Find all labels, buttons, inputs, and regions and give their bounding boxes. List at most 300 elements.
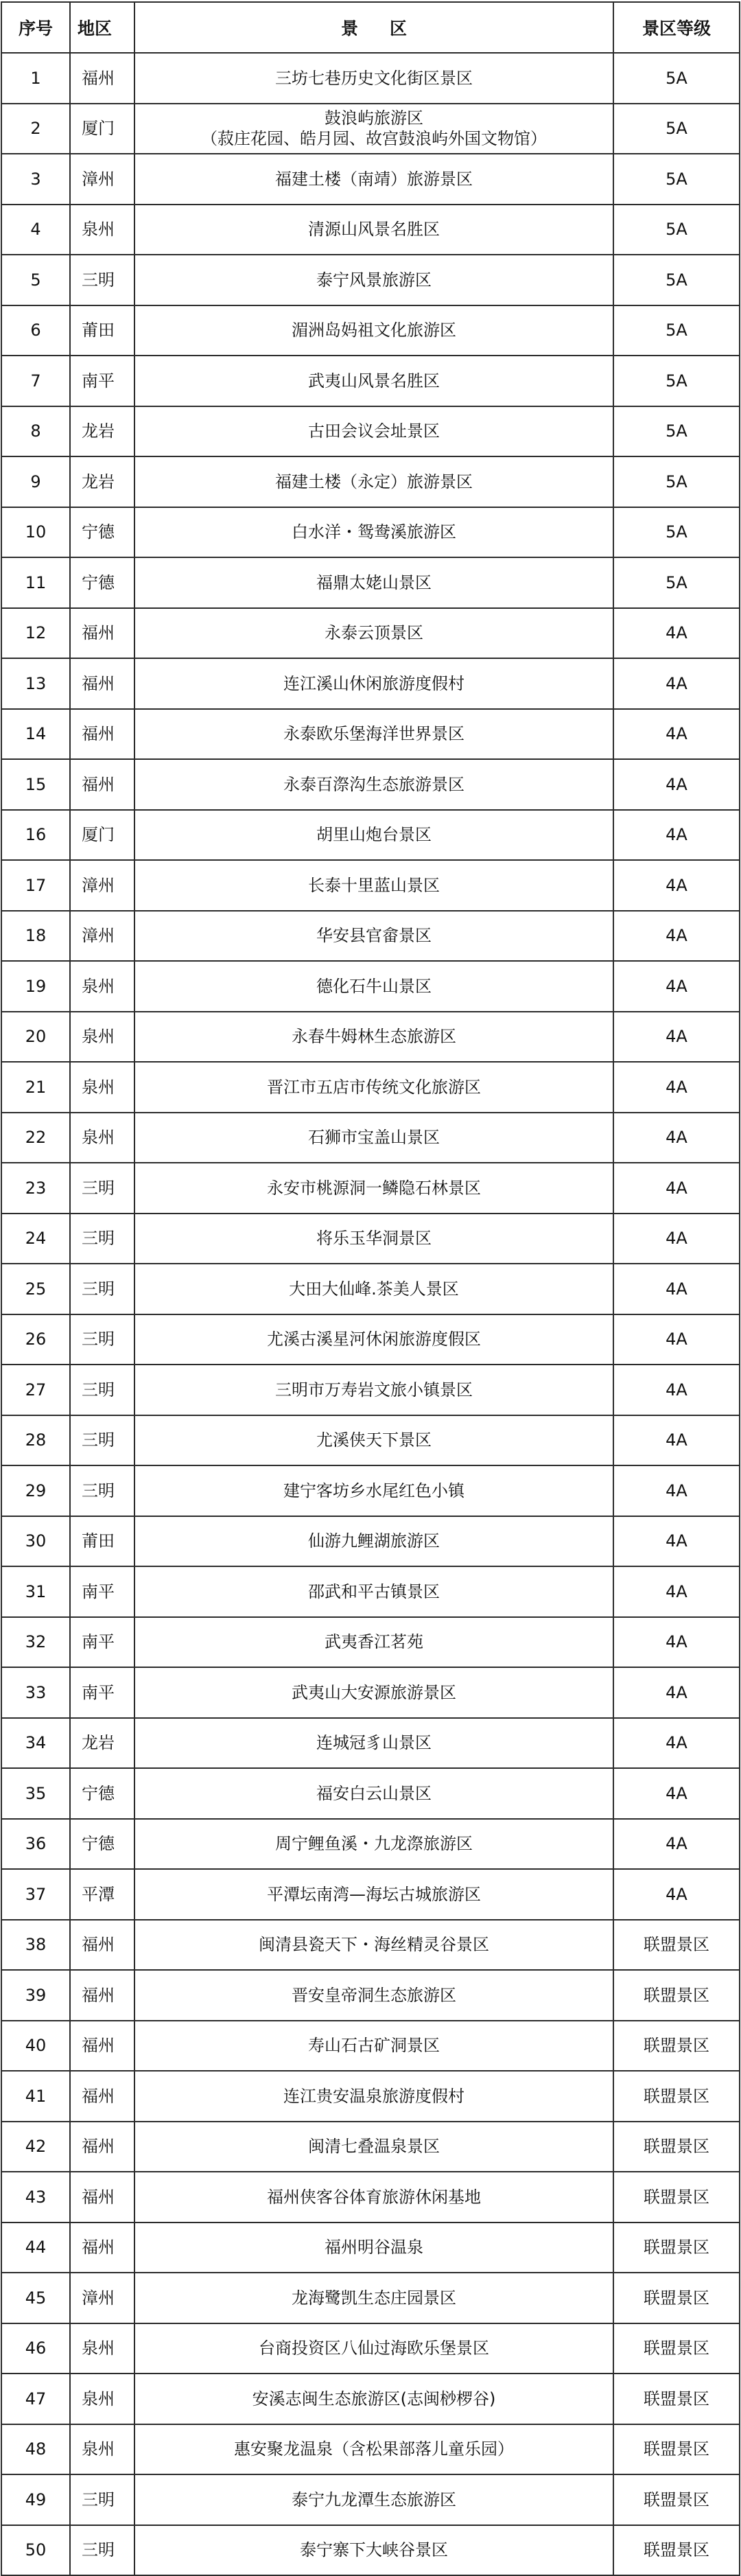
row-level-cell: 4A (613, 1214, 740, 1264)
table-row (1, 1264, 740, 1314)
row-name-cell (134, 2071, 613, 2122)
row-region-cell: 宁德 (70, 1819, 134, 1870)
row-index-cell: 7 (1, 356, 70, 406)
row-index-cell: 26 (1, 1314, 70, 1365)
row-index-cell: 8 (1, 406, 70, 457)
table-row (1, 2273, 740, 2323)
table-row (1, 2021, 740, 2072)
row-name-cell (134, 557, 613, 608)
row-level-cell: 联盟景区 (613, 2424, 740, 2475)
table-row (1, 1819, 740, 1870)
row-index-cell: 47 (1, 2374, 70, 2424)
scenic-area-name: 湄洲岛妈祖文化旅游区 (292, 321, 456, 340)
row-index-cell: 10 (1, 507, 70, 558)
table-row (1, 1214, 740, 1264)
table-row (1, 305, 740, 356)
row-index-cell: 16 (1, 810, 70, 861)
row-level-cell: 4A (613, 1062, 740, 1113)
table-row (1, 1113, 740, 1163)
row-name-cell (134, 608, 613, 659)
row-name-cell (134, 810, 613, 861)
table-row (1, 1566, 740, 1617)
row-name-cell (134, 255, 613, 305)
row-index-cell: 25 (1, 1264, 70, 1314)
scenic-area-name: 建宁客坊乡水尾红色小镇 (283, 1481, 464, 1500)
row-region-cell: 平潭 (70, 1869, 134, 1920)
row-region-cell: 福州 (70, 1920, 134, 1971)
row-level-cell: 4A (613, 1365, 740, 1415)
table-row (1, 1768, 740, 1819)
scenic-area-name: 闽清县瓷天下・海丝精灵谷景区 (259, 1935, 489, 1955)
row-region-cell: 三明 (70, 1415, 134, 1466)
table-row (1, 154, 740, 205)
row-name-cell (134, 406, 613, 457)
scenic-area-name: 福州明谷温泉 (325, 2238, 423, 2258)
row-level-cell: 5A (613, 507, 740, 558)
row-region-cell: 福州 (70, 658, 134, 709)
row-name-cell (134, 911, 613, 962)
scenic-area-name: 惠安聚龙温泉（含松果部落儿童乐园） (234, 2439, 514, 2459)
row-level-cell: 4A (613, 961, 740, 1012)
row-index-cell: 5 (1, 255, 70, 305)
scenic-area-name: 福建土楼（永定）旅游景区 (275, 472, 473, 491)
table-row (1, 1516, 740, 1567)
row-region-cell: 泉州 (70, 961, 134, 1012)
row-name-cell (134, 2273, 613, 2323)
row-name-cell (134, 1718, 613, 1769)
row-region-cell: 泉州 (70, 2323, 134, 2374)
row-level-cell: 4A (613, 911, 740, 962)
row-name-cell (134, 1214, 613, 1264)
row-name-cell (134, 1314, 613, 1365)
row-name-cell (134, 154, 613, 205)
row-index-cell: 3 (1, 154, 70, 205)
row-name-cell (134, 1920, 613, 1971)
table-row (1, 104, 740, 154)
table-row (1, 709, 740, 760)
table-row (1, 1314, 740, 1365)
row-level-cell: 4A (613, 709, 740, 760)
row-name-cell (134, 1163, 613, 1214)
table-row (1, 2172, 740, 2223)
row-region-cell: 南平 (70, 1566, 134, 1617)
row-level-cell: 4A (613, 1869, 740, 1920)
row-region-cell: 宁德 (70, 1768, 134, 1819)
row-region-cell: 龙岩 (70, 456, 134, 507)
table-row (1, 2474, 740, 2525)
table-row (1, 557, 740, 608)
table-row (1, 608, 740, 659)
row-name-cell (134, 2223, 613, 2273)
row-name-cell (134, 1869, 613, 1920)
table-row (1, 1970, 740, 2021)
table-row (1, 1415, 740, 1466)
row-index-cell: 42 (1, 2122, 70, 2172)
row-index-cell: 13 (1, 658, 70, 709)
row-level-cell: 4A (613, 1264, 740, 1314)
row-name-cell (134, 2525, 613, 2576)
row-index-cell: 2 (1, 104, 70, 154)
row-region-cell: 漳州 (70, 911, 134, 962)
row-index-cell: 21 (1, 1062, 70, 1113)
table-row (1, 810, 740, 861)
row-region-cell: 三明 (70, 2474, 134, 2525)
table-row (1, 1465, 740, 1516)
row-region-cell: 厦门 (70, 810, 134, 861)
row-region-cell: 漳州 (70, 860, 134, 911)
row-name-cell (134, 2374, 613, 2424)
row-region-cell: 三明 (70, 1365, 134, 1415)
row-name-cell (134, 1768, 613, 1819)
scenic-area-name: 福鼎太姥山景区 (316, 572, 432, 592)
row-name-cell (134, 1970, 613, 2021)
scenic-area-name: 连城冠豸山景区 (316, 1733, 432, 1753)
scenic-area-name: 福州侠客谷体育旅游休闲基地 (267, 2187, 481, 2207)
table-row (1, 1667, 740, 1718)
row-name-cell (134, 1264, 613, 1314)
row-index-cell: 15 (1, 759, 70, 810)
scenic-area-name: 石狮市宝盖山景区 (308, 1128, 440, 1148)
row-name-cell (134, 1062, 613, 1113)
row-region-cell: 福州 (70, 2071, 134, 2122)
row-level-cell: 4A (613, 1163, 740, 1214)
scenic-area-name: 武夷山大安源旅游景区 (292, 1682, 456, 1702)
row-region-cell: 泉州 (70, 1113, 134, 1163)
row-level-cell: 4A (613, 1415, 740, 1466)
scenic-area-name: 古田会议会址景区 (308, 421, 440, 441)
row-level-cell: 联盟景区 (613, 2021, 740, 2072)
row-region-cell: 福州 (70, 2172, 134, 2223)
row-level-cell: 5A (613, 305, 740, 356)
row-index-cell: 38 (1, 1920, 70, 1971)
row-index-cell: 20 (1, 1012, 70, 1063)
row-name-cell (134, 53, 613, 104)
row-region-cell: 福州 (70, 759, 134, 810)
table-row (1, 2323, 740, 2374)
row-index-cell: 24 (1, 1214, 70, 1264)
row-region-cell: 三明 (70, 1264, 134, 1314)
scenic-area-name: 大田大仙峰.茶美人景区 (289, 1279, 459, 1299)
table-body (1, 53, 740, 2575)
table-row (1, 255, 740, 305)
scenic-area-name: 福安白云山景区 (316, 1783, 432, 1803)
row-level-cell: 4A (613, 1667, 740, 1718)
row-region-cell: 泉州 (70, 1012, 134, 1063)
header-row (1, 2, 740, 53)
row-region-cell: 泉州 (70, 1062, 134, 1113)
row-name-cell (134, 1566, 613, 1617)
row-index-cell: 44 (1, 2223, 70, 2273)
row-level-cell: 5A (613, 154, 740, 205)
row-region-cell: 福州 (70, 2122, 134, 2172)
scenic-area-name: 泰宁风景旅游区 (316, 270, 432, 290)
scenic-area-name: 永泰云顶景区 (325, 623, 423, 643)
scenic-area-name: 平潭坛南湾—海坛古城旅游区 (267, 1884, 481, 1904)
row-region-cell: 三明 (70, 2525, 134, 2576)
row-level-cell: 4A (613, 1566, 740, 1617)
scenic-area-name: 福建土楼（南靖）旅游景区 (275, 169, 473, 189)
row-index-cell: 23 (1, 1163, 70, 1214)
row-region-cell: 福州 (70, 709, 134, 760)
row-level-cell: 5A (613, 104, 740, 154)
row-index-cell: 29 (1, 1465, 70, 1516)
header-name: 景区 (134, 2, 613, 53)
table-row (1, 2374, 740, 2424)
row-name-cell (134, 709, 613, 760)
row-region-cell: 漳州 (70, 154, 134, 205)
scenic-area-name: 尤溪侠天下景区 (316, 1430, 432, 1450)
row-region-cell: 福州 (70, 2021, 134, 2072)
row-index-cell: 49 (1, 2474, 70, 2525)
row-index-cell: 9 (1, 456, 70, 507)
row-level-cell: 5A (613, 53, 740, 104)
row-region-cell: 莆田 (70, 305, 134, 356)
row-region-cell: 三明 (70, 1214, 134, 1264)
row-index-cell: 18 (1, 911, 70, 962)
row-level-cell: 4A (613, 1718, 740, 1769)
scenic-area-name: 连江贵安温泉旅游度假村 (283, 2086, 464, 2106)
table-row (1, 1365, 740, 1415)
row-name-cell (134, 305, 613, 356)
row-region-cell: 宁德 (70, 507, 134, 558)
row-level-cell: 5A (613, 456, 740, 507)
scenic-area-name: 三明市万寿岩文旅小镇景区 (275, 1380, 473, 1400)
row-region-cell: 福州 (70, 608, 134, 659)
scenic-area-name: 晋江市五店市传统文化旅游区 (267, 1077, 481, 1097)
scenic-area-name: 周宁鲤鱼溪・九龙漈旅游区 (275, 1834, 473, 1854)
row-region-cell: 龙岩 (70, 1718, 134, 1769)
row-region-cell: 宁德 (70, 557, 134, 608)
scenic-area-name: 永安市桃源洞一鳞隐石林景区 (267, 1178, 481, 1198)
row-region-cell: 三明 (70, 1465, 134, 1516)
row-level-cell: 联盟景区 (613, 2122, 740, 2172)
table-header (1, 2, 740, 53)
row-index-cell: 39 (1, 1970, 70, 2021)
row-name-cell (134, 961, 613, 1012)
scenic-area-subtitle: （菽庄花园、皓月园、故宫鼓浪屿外国文物馆） (201, 129, 547, 149)
scenic-area-name: 鼓浪屿旅游区 (325, 108, 423, 128)
row-level-cell: 4A (613, 1617, 740, 1668)
row-index-cell: 6 (1, 305, 70, 356)
row-region-cell: 南平 (70, 1617, 134, 1668)
row-index-cell: 45 (1, 2273, 70, 2323)
row-region-cell: 南平 (70, 1667, 134, 1718)
row-name-cell (134, 2172, 613, 2223)
row-region-cell: 三明 (70, 1163, 134, 1214)
row-name-cell (134, 456, 613, 507)
row-index-cell: 17 (1, 860, 70, 911)
row-level-cell: 4A (613, 759, 740, 810)
scenic-area-name: 仙游九鲤湖旅游区 (308, 1531, 440, 1551)
row-index-cell: 50 (1, 2525, 70, 2576)
scenic-area-name: 泰宁寨下大峡谷景区 (300, 2540, 448, 2560)
row-region-cell: 福州 (70, 1970, 134, 2021)
table-row (1, 53, 740, 104)
row-index-cell: 28 (1, 1415, 70, 1466)
row-name-cell (134, 1415, 613, 1466)
row-name-cell (134, 1516, 613, 1567)
row-level-cell: 4A (613, 1113, 740, 1163)
row-name-cell (134, 507, 613, 558)
row-level-cell: 联盟景区 (613, 2474, 740, 2525)
row-index-cell: 22 (1, 1113, 70, 1163)
row-name-cell (134, 2474, 613, 2525)
table-row (1, 456, 740, 507)
row-name-cell (134, 104, 613, 154)
table-row (1, 406, 740, 457)
scenic-area-name: 将乐玉华洞景区 (316, 1229, 432, 1249)
table-row (1, 507, 740, 558)
row-region-cell: 厦门 (70, 104, 134, 154)
row-name-cell (134, 1365, 613, 1415)
row-index-cell: 36 (1, 1819, 70, 1870)
scenic-area-name: 胡里山炮台景区 (316, 825, 432, 845)
row-level-cell: 4A (613, 608, 740, 659)
scenic-area-name: 台商投资区八仙过海欧乐堡景区 (259, 2339, 489, 2358)
row-index-cell: 19 (1, 961, 70, 1012)
scenic-area-name: 德化石牛山景区 (316, 976, 432, 996)
row-level-cell: 4A (613, 1012, 740, 1063)
row-region-cell: 福州 (70, 2223, 134, 2273)
row-region-cell: 莆田 (70, 1516, 134, 1567)
table-row (1, 2223, 740, 2273)
scenic-area-name: 邵武和平古镇景区 (308, 1581, 440, 1601)
row-name-cell (134, 1617, 613, 1668)
row-level-cell: 5A (613, 557, 740, 608)
row-index-cell: 12 (1, 608, 70, 659)
row-region-cell: 三明 (70, 255, 134, 305)
row-index-cell: 33 (1, 1667, 70, 1718)
scenic-area-name: 安溪志闽生态旅游区(志闽桫椤谷) (252, 2389, 496, 2409)
row-region-cell: 泉州 (70, 2424, 134, 2475)
row-level-cell: 联盟景区 (613, 2172, 740, 2223)
row-level-cell: 4A (613, 1465, 740, 1516)
header-index: 序号 (1, 2, 70, 53)
row-name-cell (134, 2021, 613, 2072)
row-level-cell: 联盟景区 (613, 1970, 740, 2021)
row-name-cell (134, 205, 613, 255)
scenic-area-name: 龙海鹭凯生态庄园景区 (292, 2288, 456, 2308)
row-level-cell: 联盟景区 (613, 1920, 740, 1971)
table-row (1, 1718, 740, 1769)
table-row (1, 2071, 740, 2122)
row-level-cell: 5A (613, 205, 740, 255)
table-row (1, 2525, 740, 2576)
row-level-cell: 4A (613, 1768, 740, 1819)
row-region-cell: 龙岩 (70, 406, 134, 457)
table-row (1, 1920, 740, 1971)
row-name-cell (134, 1819, 613, 1870)
row-level-cell: 4A (613, 1819, 740, 1870)
row-level-cell: 联盟景区 (613, 2223, 740, 2273)
row-region-cell: 三明 (70, 1314, 134, 1365)
header-level: 景区等级 (613, 2, 740, 53)
table-row (1, 860, 740, 911)
scenic-area-name: 连江溪山休闲旅游度假村 (283, 673, 464, 693)
row-level-cell: 5A (613, 255, 740, 305)
row-level-cell: 联盟景区 (613, 2525, 740, 2576)
table-row (1, 1062, 740, 1113)
row-level-cell: 4A (613, 658, 740, 709)
row-index-cell: 41 (1, 2071, 70, 2122)
row-region-cell: 泉州 (70, 2374, 134, 2424)
row-index-cell: 30 (1, 1516, 70, 1567)
row-name-cell (134, 1667, 613, 1718)
row-level-cell: 4A (613, 1314, 740, 1365)
row-region-cell: 福州 (70, 53, 134, 104)
row-index-cell: 32 (1, 1617, 70, 1668)
row-name-cell (134, 1012, 613, 1063)
row-name-cell (134, 860, 613, 911)
scenic-area-name: 永泰百漈沟生态旅游景区 (283, 774, 464, 794)
row-level-cell: 联盟景区 (613, 2374, 740, 2424)
row-index-cell: 46 (1, 2323, 70, 2374)
table-row (1, 205, 740, 255)
row-index-cell: 27 (1, 1365, 70, 1415)
row-level-cell: 联盟景区 (613, 2323, 740, 2374)
row-level-cell: 5A (613, 356, 740, 406)
table-row (1, 658, 740, 709)
row-level-cell: 4A (613, 810, 740, 861)
table-row (1, 961, 740, 1012)
row-region-cell: 南平 (70, 356, 134, 406)
row-level-cell: 联盟景区 (613, 2071, 740, 2122)
scenic-area-name: 泰宁九龙潭生态旅游区 (292, 2490, 456, 2509)
row-index-cell: 4 (1, 205, 70, 255)
row-index-cell: 37 (1, 1869, 70, 1920)
row-index-cell: 11 (1, 557, 70, 608)
table-row (1, 911, 740, 962)
row-index-cell: 34 (1, 1718, 70, 1769)
table-row (1, 2122, 740, 2172)
scenic-area-name: 武夷香江茗苑 (325, 1632, 423, 1652)
row-name-cell (134, 1465, 613, 1516)
row-level-cell: 5A (613, 406, 740, 457)
table-row (1, 759, 740, 810)
table-row (1, 2424, 740, 2475)
table-row (1, 1012, 740, 1063)
scenic-area-name: 三坊七巷历史文化街区景区 (275, 68, 473, 88)
table-row (1, 1163, 740, 1214)
scenic-area-name: 白水洋・鸳鸯溪旅游区 (292, 522, 456, 542)
scenic-area-name: 永泰欧乐堡海洋世界景区 (283, 724, 464, 744)
row-region-cell: 泉州 (70, 205, 134, 255)
row-index-cell: 31 (1, 1566, 70, 1617)
scenic-area-name: 寿山石古矿洞景区 (308, 2036, 440, 2056)
row-name-cell (134, 356, 613, 406)
row-level-cell: 联盟景区 (613, 2273, 740, 2323)
row-name-cell (134, 2122, 613, 2172)
row-region-cell: 漳州 (70, 2273, 134, 2323)
row-name-cell (134, 2323, 613, 2374)
row-name-cell (134, 759, 613, 810)
row-name-cell (134, 2424, 613, 2475)
row-index-cell: 1 (1, 53, 70, 104)
row-name-cell (134, 658, 613, 709)
scenic-area-table (1, 1, 740, 2576)
table-row (1, 1869, 740, 1920)
row-index-cell: 48 (1, 2424, 70, 2475)
row-index-cell: 40 (1, 2021, 70, 2072)
table-row (1, 1617, 740, 1668)
scenic-area-name: 清源山风景名胜区 (308, 220, 440, 240)
row-index-cell: 14 (1, 709, 70, 760)
scenic-area-name: 长泰十里蓝山景区 (308, 875, 440, 895)
row-index-cell: 43 (1, 2172, 70, 2223)
row-name-cell (134, 1113, 613, 1163)
row-level-cell: 4A (613, 1516, 740, 1567)
scenic-area-name: 闽清七叠温泉景区 (308, 2137, 440, 2157)
